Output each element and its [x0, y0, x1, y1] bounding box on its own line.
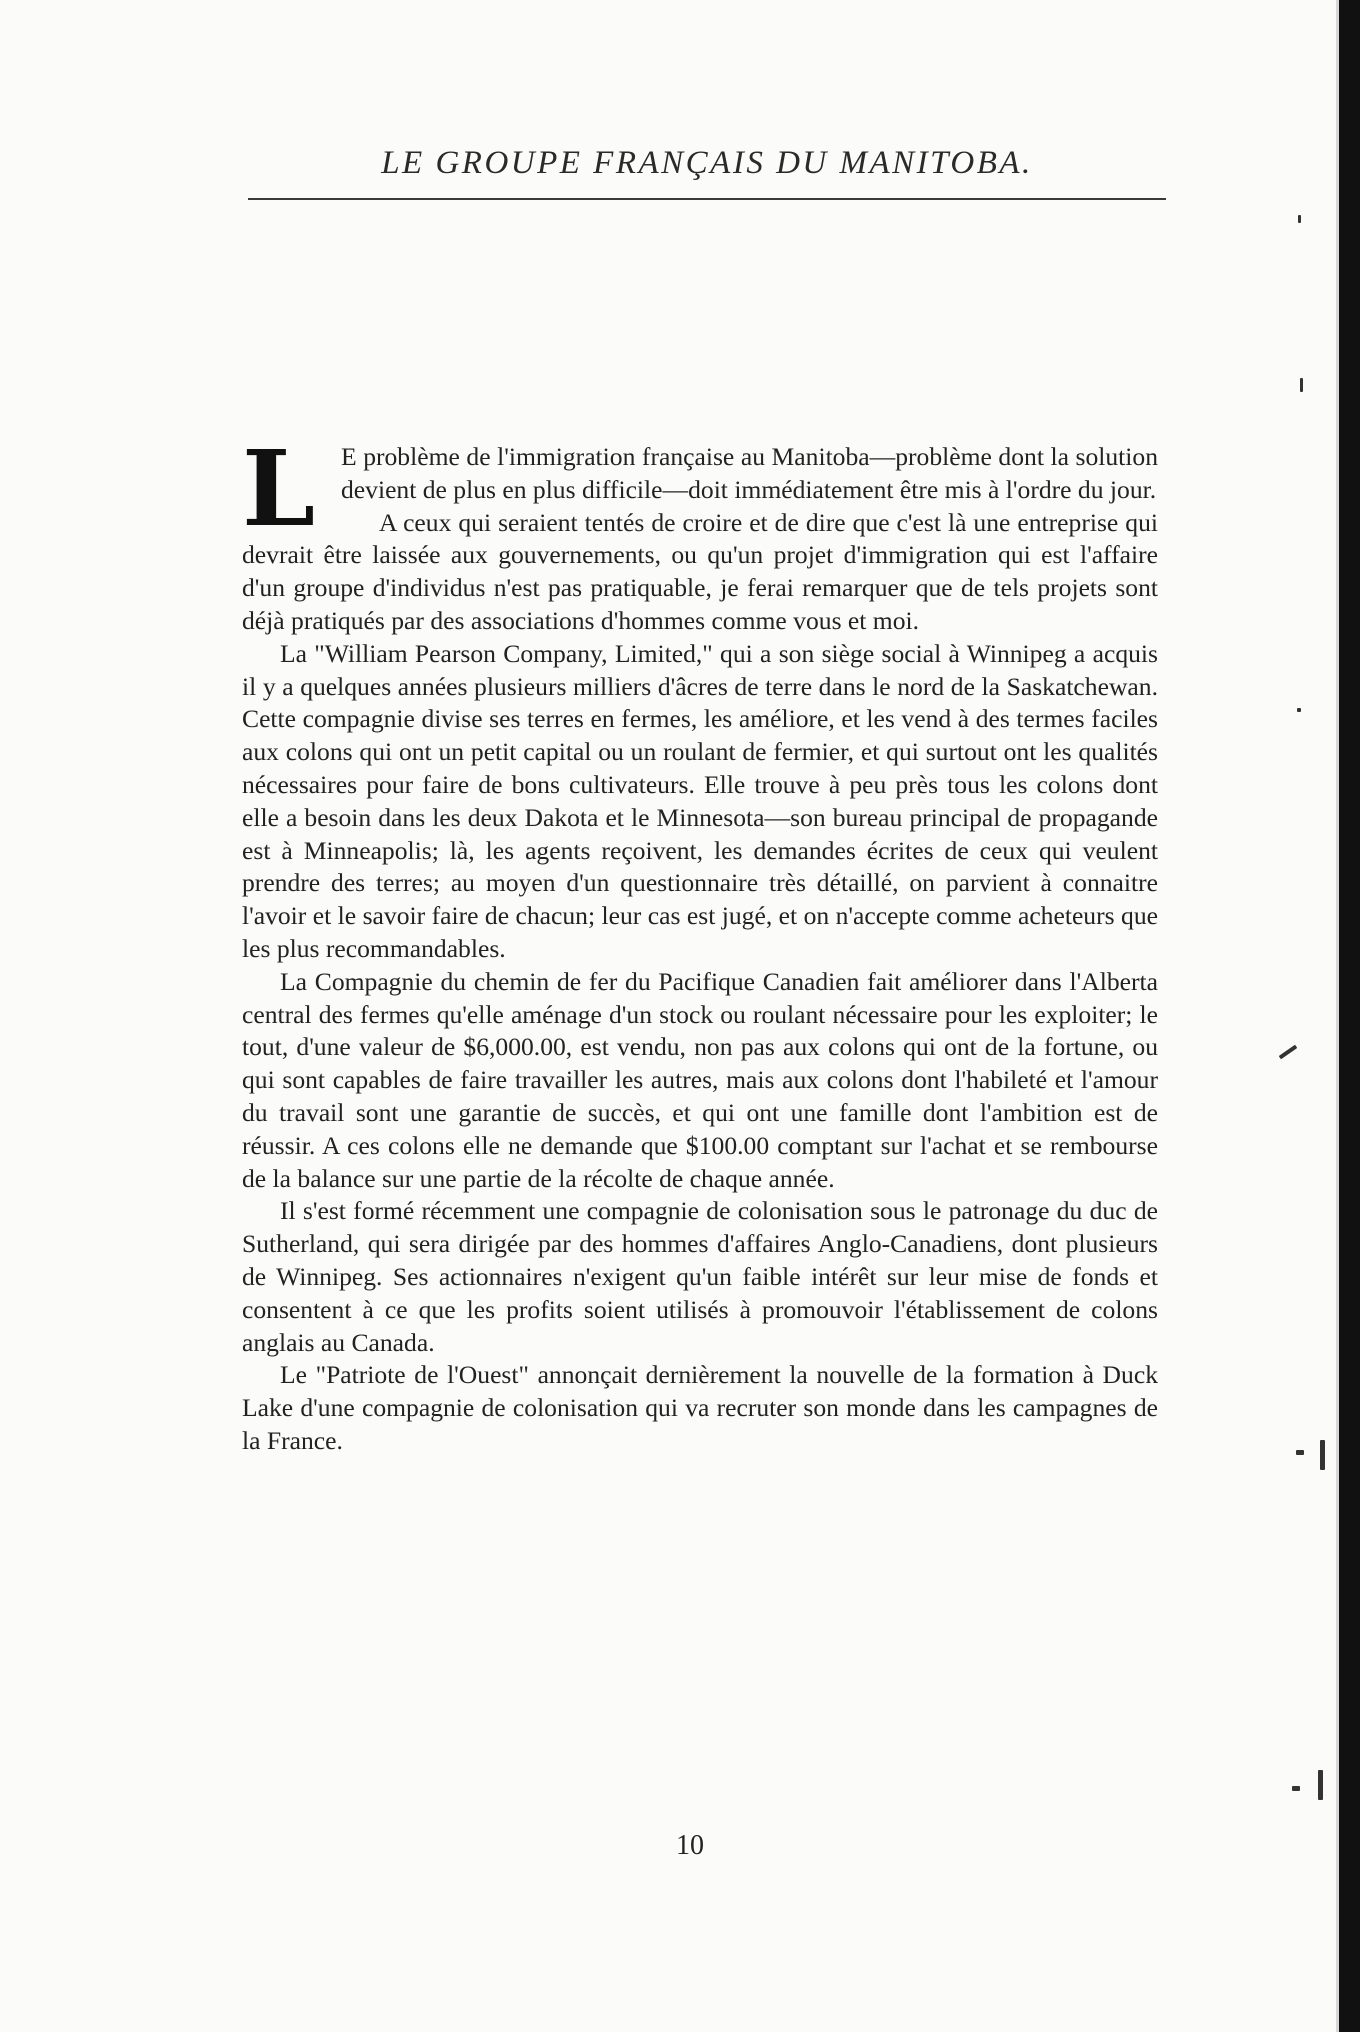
paragraph-3: La "William Pearson Company, Limited," qui a son siège social à Winnipeg a acquis il y a quelques années plusieurs milliers d'âcres de terre dans le nord de la Saskatchewan. Cette compagnie divise ses terres en fermes, les améliore, et les vend à des termes faciles aux colons qui ont un petit capital ou un roulant de fermier, et qui surtout ont les qualités nécessaires pour faire de bons cultivateurs. Elle trouve à peu près tous les colons dont elle a besoin dans les deux Dakota et le Minnesota—son bureau principal de propagande est à Minneapolis; là, les agents reçoivent, les demandes écrites de ceux qui veulent prendre des terres; au moyen d'un questionnaire très détaillé, on parvient à connaitre l'avoir et le savoir faire de chacun; leur cas est jugé, et on n'accepte comme acheteurs que les plus recommandables.: [242, 638, 1158, 963]
drop-cap: L: [242, 427, 316, 550]
scan-speck: [1320, 1440, 1325, 1470]
paragraph-1: [242, 427, 1158, 550]
scan-speck: [1297, 708, 1301, 712]
paragraph-1-text: E problème de l'immigration française au Manitoba—problème dont la solution devient de plus en plus difficile—doit immédiatement être mis à l'ordre du jour.: [341, 442, 1158, 504]
paragraph-4: La Compagnie du chemin de fer du Pacifique Canadien fait améliorer dans l'Alberta central des fermes qu'elle aménage d'un stock ou roulant nécessaire pour les exploiter; le tout, d'une valeur de $6,000.00, est vendu, non pas aux colons qui ont de la fortune, ou qui sont capables de faire travailler les autres, mais aux colons dont l'habileté et l'amour du travail sont une garantie de succès, et qui ont une famille dont l'ambition est de réussir. A ces colons elle ne demande que $100.00 comptant sur l'achat et se rembourse de la balance sur une partie de la récolte de chaque année.: [242, 966, 1158, 1193]
scan-speck: [1298, 215, 1301, 223]
paragraph-6: Le "Patriote de l'Ouest" annonçait dernièrement la nouvelle de la formation à Duck Lake d'une compagnie de colonisation qui va recruter son monde dans les campagnes de la France.: [242, 1360, 1158, 1455]
scan-speck: [1296, 1450, 1304, 1455]
running-header: LE GROUPE FRANÇAIS DU MANITOBA.: [381, 145, 1033, 181]
scan-border: [1339, 0, 1360, 2032]
scan-speck: [1292, 1786, 1300, 1791]
scan-speck: [1279, 1045, 1298, 1060]
paragraph-5: Il s'est formé récemment une compagnie de colonisation sous le patronage du duc de Sutherland, qui sera dirigée par des hommes d'affaires Anglo-Canadiens, dont plusieurs de Winnipeg. Ses actionnaires n'exigent qu'un faible intérêt sur leur mise de fonds et consentent à ce que les profits soient utilisés à promouvoir l'établissement de colons anglais au Canada.: [242, 1196, 1158, 1357]
header-rule: [248, 198, 1166, 200]
article-body: [242, 427, 1158, 1458]
page-number: 10: [676, 1830, 704, 1861]
scan-speck: [1300, 378, 1303, 392]
scan-speck: [1318, 1770, 1323, 1800]
paragraph-2: A ceux qui seraient tentés de croire et de dire que c'est là une entreprise qui devrait être laissée aux gouvernements, ou qu'un projet d'immigration qui est l'affaire d'un groupe d'individus n'est pas pratiquable, je ferai remarquer que de tels projets sont déjà pratiqués par des associations d'hommes comme vous et moi.: [242, 507, 1158, 635]
